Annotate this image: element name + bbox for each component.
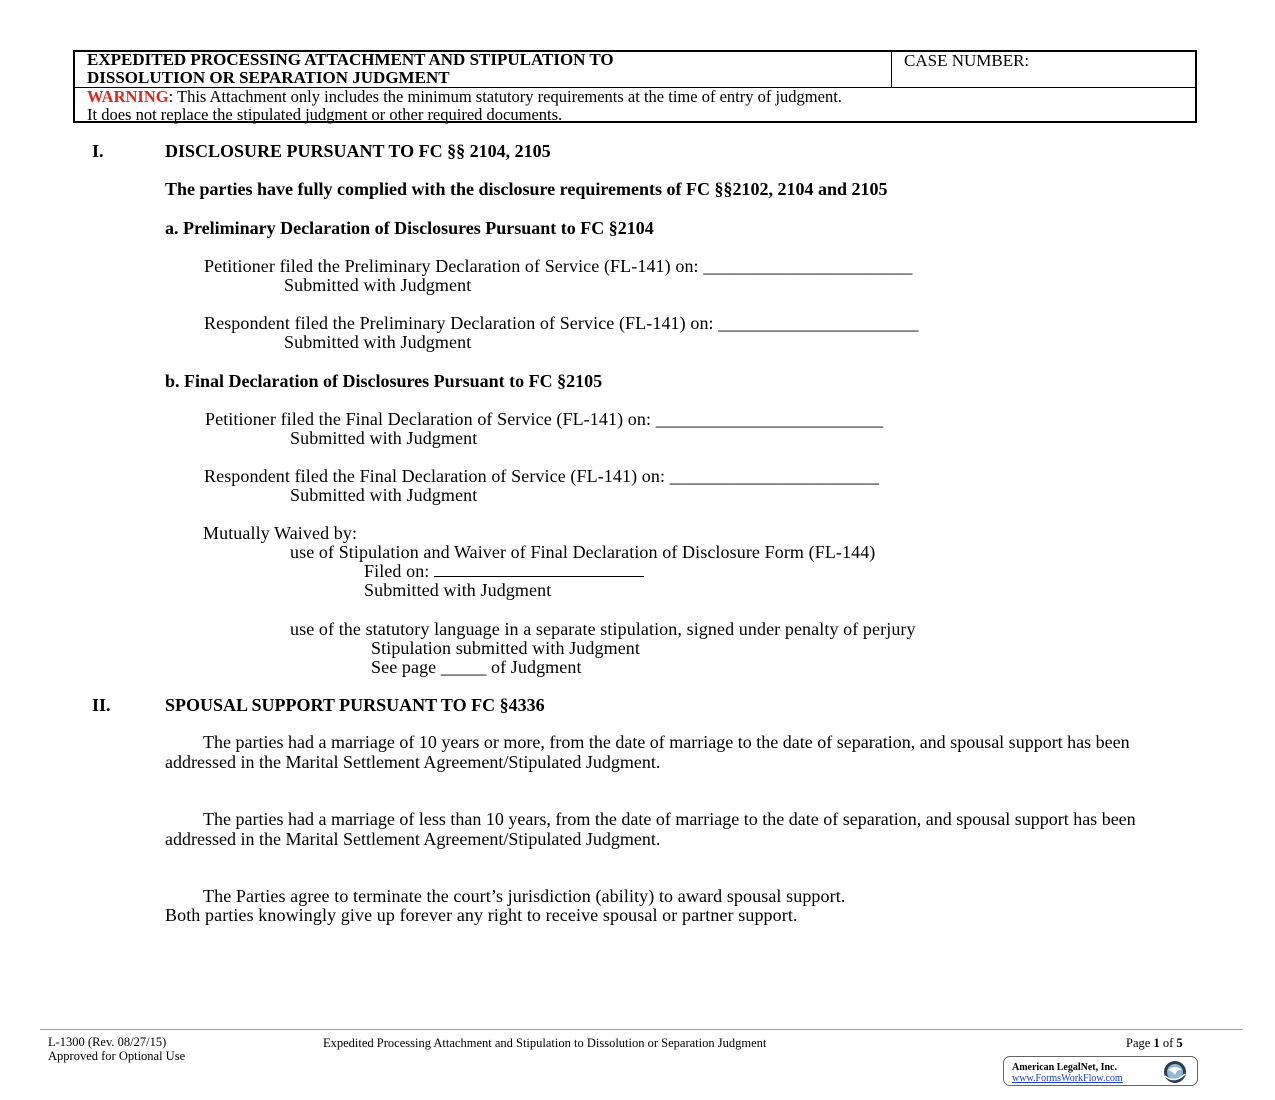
preliminary-respondent-line: Respondent filed the Preliminary Declaration of Service (FL-141) on: ______________________ (204, 313, 919, 333)
statutory-language-option: use of the statutory language in a separate stipulation, signed under penalty of perjury (290, 619, 916, 639)
section-1-number: I. (92, 141, 104, 161)
american-legalnet-logo[interactable] (1003, 1056, 1198, 1086)
subsection-a-title: a. Preliminary Declaration of Disclosures Pursuant to FC §2104 (165, 218, 654, 238)
filed-on-blank[interactable] (434, 562, 644, 577)
logo-website-link[interactable]: www.FormsWorkFlow.com (1012, 1073, 1123, 1084)
warning-notice: WARNING: This Attachment only includes the minimum statutory requirements at the time of entry of judgment. It does not replace the stipulated judgment or other required documents. (87, 87, 842, 124)
section-1-title: DISCLOSURE PURSUANT TO FC §§ 2104, 2105 (165, 141, 551, 161)
globe-icon (1162, 1059, 1188, 1085)
form-id: L-1300 (Rev. 08/27/15) (48, 1035, 167, 1049)
spousal-support-10-years-or-more: The parties had a marriage of 10 years or more, from the date of marriage to the date of separation, and spousal support has been addressed in the Marital Settlement Agreement/Stipulated Judgment. (165, 732, 1130, 772)
logo-company-name: American LegalNet, Inc. (1012, 1062, 1117, 1073)
page-indicator: Page 1 of 5 (1126, 1036, 1183, 1050)
approval-note: Approved for Optional Use (48, 1049, 186, 1063)
waiver-form-option: use of Stipulation and Waiver of Final Declaration of Disclosure Form (FL-144) (290, 542, 876, 562)
see-page-line: See page _____ of Judgment (371, 657, 582, 677)
form-title: EXPEDITED PROCESSING ATTACHMENT AND STIPULATION TO DISSOLUTION OR SEPARATION JUDGMENT (87, 50, 614, 87)
waiver-form-submitted: Submitted with Judgment (364, 580, 552, 600)
final-petitioner-submitted: Submitted with Judgment (290, 428, 478, 448)
waive-support-line: Both parties knowingly give up forever any right to receive spousal or partner support. (165, 905, 798, 925)
warning-label: WARNING (87, 87, 169, 106)
stipulation-submitted: Stipulation submitted with Judgment (371, 638, 640, 658)
waiver-filed-on: Filed on: (364, 561, 644, 582)
preliminary-petitioner-line: Petitioner filed the Preliminary Declaration of Service (FL-141) on: _______________________ (204, 256, 913, 276)
case-number-label: CASE NUMBER: (904, 51, 1030, 70)
final-respondent-submitted: Submitted with Judgment (290, 485, 478, 505)
mutually-waived-label: Mutually Waived by: (203, 523, 358, 543)
preliminary-respondent-submitted: Submitted with Judgment (284, 332, 472, 352)
preliminary-petitioner-submitted: Submitted with Judgment (284, 275, 472, 295)
subsection-b-title: b. Final Declaration of Disclosures Pursuant to FC §2105 (165, 371, 603, 391)
section-2-number: II. (92, 695, 111, 715)
spousal-support-less-than-10-years: The parties had a marriage of less than 10 years, from the date of marriage to the date of separation, and spousal support has been addressed in the Marital Settlement Agreement/Stipulated Judgment. (165, 809, 1136, 849)
final-petitioner-line: Petitioner filed the Final Declaration of Service (FL-141) on: _________________________ (205, 409, 884, 429)
section-2-title: SPOUSAL SUPPORT PURSUANT TO FC §4336 (165, 695, 545, 715)
final-respondent-line: Respondent filed the Final Declaration of Service (FL-141) on: _______________________ (204, 466, 879, 486)
terminate-jurisdiction-line: The Parties agree to terminate the court’s jurisdiction (ability) to award spousal support. (203, 886, 846, 906)
compliance-statement: The parties have fully complied with the disclosure requirements of FC §§2102, 2104 and 2105 (165, 179, 888, 199)
footer-form-title: Expedited Processing Attachment and Stipulation to Dissolution or Separation Judgment (323, 1036, 767, 1050)
header-column-divider (891, 50, 892, 88)
footer-rule (40, 1029, 1243, 1030)
